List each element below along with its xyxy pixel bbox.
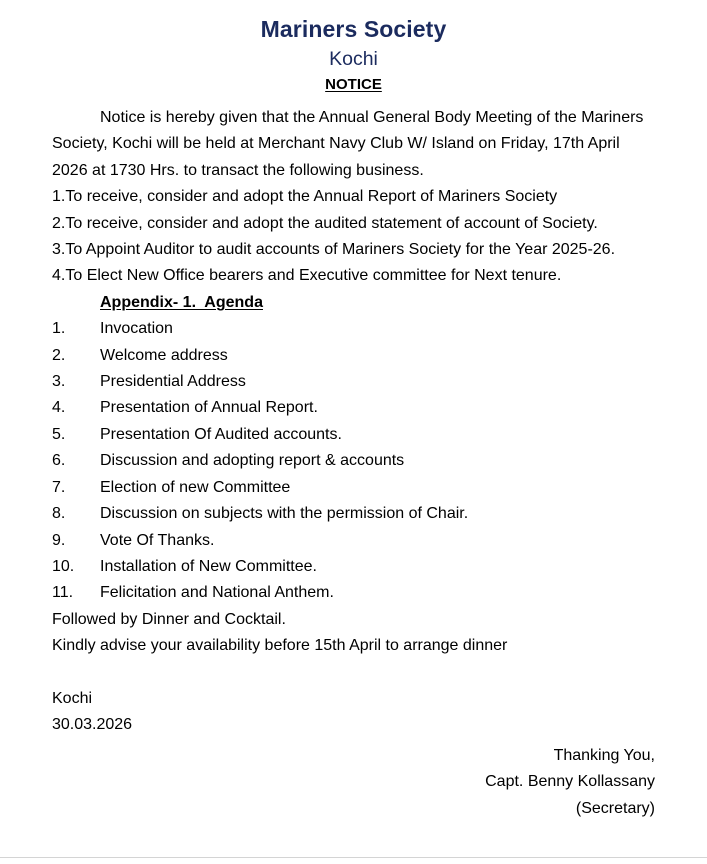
agenda-item-label: Vote Of Thanks. bbox=[100, 531, 215, 549]
signatory-designation: (Secretary) bbox=[575, 799, 655, 817]
notice-body bbox=[52, 105, 655, 822]
appendix-heading bbox=[52, 290, 655, 316]
agenda-item bbox=[52, 580, 655, 606]
agenda-list bbox=[52, 316, 655, 606]
agenda-item-number: 6. bbox=[52, 452, 66, 470]
signature-salutation: Thanking You, bbox=[553, 746, 655, 764]
document-type-label: NOTICE bbox=[325, 76, 382, 93]
agenda-item bbox=[52, 343, 655, 369]
agenda-item-number: 5. bbox=[52, 425, 66, 443]
agenda-item bbox=[52, 554, 655, 580]
agenda-item-number: 7. bbox=[52, 478, 66, 496]
agenda-item-label: Welcome address bbox=[100, 346, 228, 364]
document-type-heading bbox=[52, 74, 655, 96]
agenda-item-number: 9. bbox=[52, 531, 66, 549]
appendix-heading-label: Appendix- 1. Agenda bbox=[100, 293, 263, 311]
document-header bbox=[52, 0, 655, 96]
agenda-item-number: 11. bbox=[52, 584, 74, 602]
agenda-item-number: 10. bbox=[52, 557, 75, 575]
agenda-item-label: Invocation bbox=[100, 320, 173, 338]
document-content bbox=[52, 0, 655, 822]
dinner-note: Followed by Dinner and Cocktail. bbox=[52, 610, 286, 628]
agenda-item bbox=[52, 422, 655, 448]
business-item: 4.To Elect New Office bearers and Executive committee for Next tenure. bbox=[52, 267, 562, 285]
agenda-item-label: Discussion and adopting report & accounts bbox=[100, 452, 405, 470]
agenda-item-label: Felicitation and National Anthem. bbox=[100, 584, 334, 602]
rsvp-note: Kindly advise your availability before 15th April to arrange dinner bbox=[52, 637, 508, 655]
page-bottom-rule bbox=[0, 857, 707, 858]
closing-place: Kochi bbox=[52, 689, 93, 707]
agenda-item-label: Presentation Of Audited accounts. bbox=[100, 425, 342, 443]
agenda-item-label: Presidential Address bbox=[100, 373, 246, 391]
signatory-name: Capt. Benny Kollassany bbox=[485, 773, 655, 791]
agenda-item bbox=[52, 475, 655, 501]
agenda-item bbox=[52, 369, 655, 395]
organization-location: Kochi bbox=[329, 48, 378, 70]
agenda-item-number: 8. bbox=[52, 505, 66, 523]
agenda-item bbox=[52, 528, 655, 554]
agenda-item bbox=[52, 448, 655, 474]
agenda-item-label: Discussion on subjects with the permission of Chair. bbox=[100, 505, 469, 523]
business-item: 2.To receive, consider and adopt the audited statement of account of Society. bbox=[52, 214, 598, 232]
lead-paragraph: Notice is hereby given that the Annual General Body Meeting of the Mariners Society, Kochi will be held at Merchant Navy Club W/ Island on Friday, 17th April 2026 at 1730 Hrs. to transact the following business. bbox=[52, 109, 644, 179]
organization-title: Mariners Society bbox=[260, 16, 447, 42]
agenda-item-label: Presentation of Annual Report. bbox=[100, 399, 318, 417]
agenda-item bbox=[52, 316, 655, 342]
agenda-item-number: 1. bbox=[52, 320, 66, 338]
blank-line-spacer bbox=[52, 660, 655, 686]
agenda-item-number: 3. bbox=[52, 373, 66, 391]
agenda-item bbox=[52, 395, 655, 421]
agenda-item-label: Election of new Committee bbox=[100, 478, 291, 496]
agenda-item-number: 2. bbox=[52, 346, 66, 364]
agenda-item-number: 4. bbox=[52, 399, 66, 417]
business-item: 3.To Appoint Auditor to audit accounts of Mariners Society for the Year 2025-26. bbox=[52, 241, 616, 259]
agenda-item bbox=[52, 501, 655, 527]
signature-block bbox=[52, 743, 655, 822]
agenda-item-label: Installation of New Committee. bbox=[100, 557, 317, 575]
closing-date: 30.03.2026 bbox=[52, 716, 133, 734]
business-item: 1.To receive, consider and adopt the Annual Report of Mariners Society bbox=[52, 188, 558, 206]
